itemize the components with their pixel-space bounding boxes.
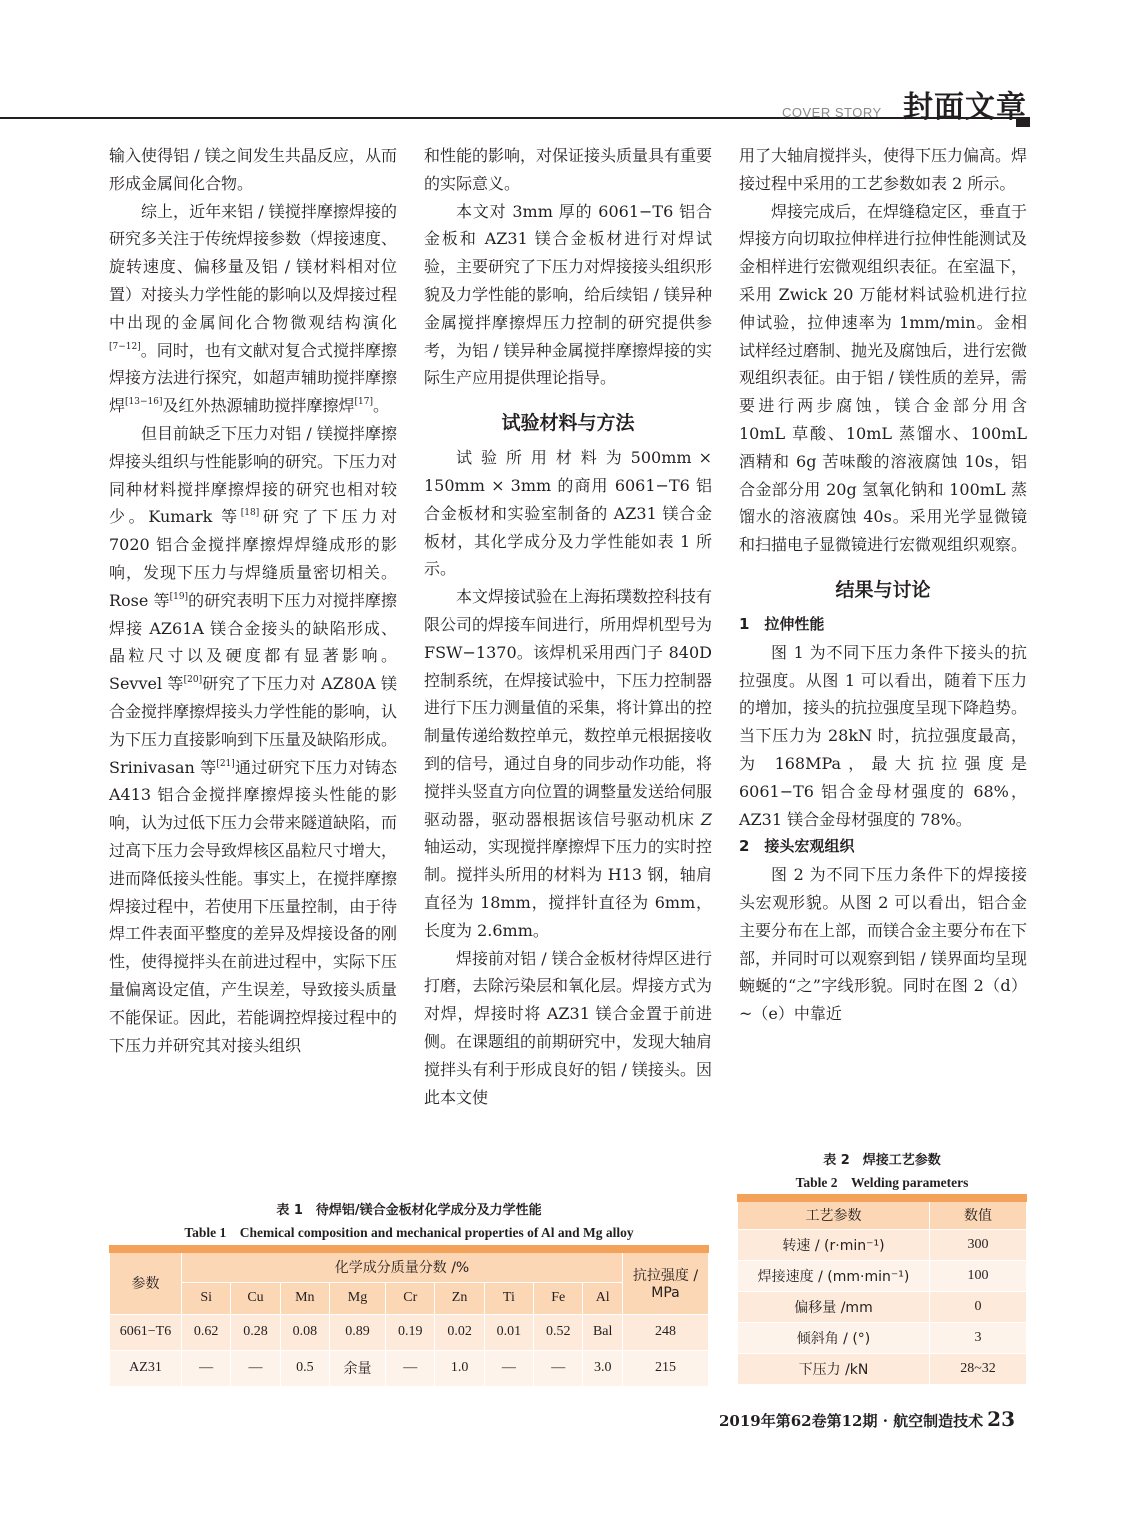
paragraph: 和性能的影响，对保证接头质量具有重要的实际意义。 <box>424 146 713 193</box>
journal-info: 2019年第62卷第12期 · 航空制造技术 <box>719 1412 984 1430</box>
value-cell: 300 <box>930 1229 1027 1260</box>
table-header-row <box>110 1282 709 1314</box>
table1 <box>109 1245 709 1387</box>
citation: [13−16] <box>125 397 163 408</box>
paragraph: 本文对 3mm 厚的 6061−T6 铝合金板和 AZ31 镁合金板材进行对焊试验，主要研究了下压力对焊接接头组织形貌及力学性能的影响，给后续铝 / 镁异种金属搅拌摩擦焊压力控制的研究提供参考，为铝 / 镁异种金属搅拌摩擦焊接的实际生产应用提供理论指导。 <box>424 201 713 388</box>
table-cell: — <box>534 1350 583 1386</box>
citation: [21] <box>216 758 235 769</box>
table2 <box>737 1194 1027 1385</box>
table-row <box>738 1353 1027 1384</box>
param-cell: 焊接速度 / (mm·min⁻¹) <box>738 1260 930 1291</box>
table2-caption <box>737 1150 1027 1194</box>
table-cell: Bal <box>583 1314 623 1350</box>
param-cell: 转速 / (r·min⁻¹) <box>738 1229 930 1260</box>
page-number: 23 <box>987 1407 1016 1431</box>
citation: [20] <box>183 675 203 686</box>
paragraph <box>109 198 397 420</box>
citation: [17] <box>354 397 373 408</box>
section-heading: 结果与讨论 <box>835 578 931 601</box>
text-span: 及红外热源辅助搅拌摩擦焊 <box>162 396 355 416</box>
section-label-cn: 封面文章 <box>903 90 1027 125</box>
text-span: 。同时，也有文献对复合式搅拌摩擦焊接方法进行探究，如超声辅助搅拌摩擦焊 <box>109 340 398 416</box>
text-column-2 <box>424 142 712 1111</box>
text-column-3 <box>739 142 1027 1028</box>
table-header-row <box>738 1198 1027 1229</box>
table-cell: 0.89 <box>329 1314 385 1350</box>
header-cell: 抗拉强度 / MPa <box>623 1249 709 1314</box>
paragraph <box>424 583 712 944</box>
table2-caption-cn: 表 2 焊接工艺参数 <box>823 1153 941 1168</box>
element-header-cell: Mg <box>329 1282 385 1314</box>
table-cell: 215 <box>623 1350 709 1386</box>
table1-caption-cn: 表 1 待焊铝/镁合金板材化学成分及力学性能 <box>276 1203 542 1218</box>
value-cell: 3 <box>930 1322 1027 1353</box>
table-cell: 1.0 <box>435 1350 484 1386</box>
table-cell: 0.19 <box>386 1314 435 1350</box>
text-span: 研究了下压力对 7020 铝合金搅拌摩擦焊焊缝成形的影响，发现下压力与焊缝质量密切相关。Rose 等 <box>109 507 397 610</box>
table-cell: 余量 <box>329 1350 385 1386</box>
citation: [7−12] <box>109 341 141 352</box>
table-row <box>738 1322 1027 1353</box>
table-cell: — <box>182 1350 231 1386</box>
subsection-heading: 1 拉伸性能 <box>739 614 825 633</box>
element-header-cell: Al <box>583 1282 623 1314</box>
paragraph: 图 1 为不同下压力条件下接头的抗拉强度。从图 1 可以看出，随着下压力的增加，接头的抗拉强度呈现下降趋势。当下压力为 28kN 时，抗拉强度最高，为 168MPa，最大抗拉强度是 6061−T6 铝合金母材强度的 68%，AZ31 镁合金母材强度的 78%。 <box>739 642 1028 829</box>
table-cell: — <box>231 1350 280 1386</box>
table-row <box>738 1260 1027 1291</box>
paragraph: 用了大轴肩搅拌头，使得下压力偏高。焊接过程中采用的工艺参数如表 2 所示。 <box>739 146 1028 193</box>
text-span: 的研究表明下压力对搅拌摩擦焊接 AZ61A 镁合金接头的缺陷形成、晶粒尺寸以及硬度都有显著影响。Sevvel 等 <box>109 590 397 694</box>
table-cell: AZ31 <box>110 1350 182 1386</box>
page-footer <box>719 1407 1015 1431</box>
element-header-cell: Cu <box>231 1282 280 1314</box>
table1-caption-en: Table 1 Chemical composition and mechanical properties of Al and Mg alloy <box>184 1225 634 1240</box>
table-cell: 0.52 <box>534 1314 583 1350</box>
section-label-en: COVER STORY <box>782 105 882 120</box>
text-span: 通过研究下压力对铸态 A413 铝合金搅拌摩擦焊接头性能的影响，认为过低下压力会带来隧道缺陷，而过高下压力会导致焊核区晶粒尺寸增大，进而降低接头性能。事实上，在搅拌摩擦焊接过程中，若使用下压量控制，由于待焊工件表面平整度的差异及焊接设备的刚性，使得搅拌头在前进过程中，实际下压量偏离设定值，产生误差，导致接头质量不能保证。因此，若能调控焊接过程中的下压力并研究其对接头组织 <box>109 757 398 1055</box>
paragraph: 焊接前对铝 / 镁合金板材待焊区进行打磨，去除污染层和氧化层。焊接方式为对焊，焊接时将 AZ31 镁合金置于前进侧。在课题组的前期研究中，发现大轴肩搅拌头有利于形成良好的铝 / 镁接头。因此本文使 <box>424 948 713 1107</box>
table-cell: 0.28 <box>231 1314 280 1350</box>
paragraph: 试 验 所 用 材 料 为 500mm × 150mm × 3mm 的商用 6061−T6 铝合金板材和实验室制备的 AZ31 镁合金板材，其化学成分及力学性能如表 1 所示。 <box>424 448 712 579</box>
element-header-cell: Si <box>182 1282 231 1314</box>
element-header-cell: Fe <box>534 1282 583 1314</box>
table-cell: 0.5 <box>280 1350 329 1386</box>
table-row <box>110 1314 709 1350</box>
citation: [18] <box>240 508 260 519</box>
header-cell: 工艺参数 <box>738 1198 930 1229</box>
axis-symbol: Z <box>700 809 712 829</box>
table-row <box>738 1291 1027 1322</box>
value-cell: 28~32 <box>930 1353 1027 1384</box>
table-row <box>110 1350 709 1386</box>
text-span: 研究了下压力对 AZ80A 镁合金搅拌摩擦焊接头力学性能的影响，认为下压力直接影响到下压量及缺陷形成。Srinivasan 等 <box>109 674 398 777</box>
table-row <box>738 1229 1027 1260</box>
subsection-heading: 2 接头宏观组织 <box>739 837 855 856</box>
table-cell: 248 <box>623 1314 709 1350</box>
text-span: 本文焊接试验在上海拓璞数控科技有限公司的焊接车间进行，所用焊机型号为 FSW−1370。该焊机采用西门子 840D 控制系统，在焊接试验中，下压力控制器进行下压力测量值的采集，将计算出的控制量传递给数控单元，数控单元根据接收到的信号，通过自身的同步动作功能，将搅拌头竖直方向位置的调整量发送给伺服驱动器，驱动器根据该信号驱动机床 <box>424 587 713 829</box>
text-span: 。 <box>372 396 389 416</box>
table-cell: — <box>386 1350 435 1386</box>
table-cell: 6061−T6 <box>110 1314 182 1350</box>
text-column-1 <box>109 142 397 1059</box>
section-heading: 试验材料与方法 <box>501 412 635 435</box>
element-header-cell: Zn <box>435 1282 484 1314</box>
paragraph <box>109 420 397 1059</box>
param-cell: 下压力 /kN <box>738 1353 930 1384</box>
element-header-cell: Ti <box>484 1282 533 1314</box>
value-cell: 100 <box>930 1260 1027 1291</box>
table-cell: 0.62 <box>182 1314 231 1350</box>
table1-caption <box>109 1200 709 1244</box>
header-cell: 参数 <box>110 1249 182 1314</box>
paragraph: 焊接完成后，在焊缝稳定区，垂直于焊接方向切取拉伸样进行拉伸性能测试及金相样进行宏微观组织表征。在室温下，采用 Zwick 20 万能材料试验机进行拉伸试验，拉伸速率为 1mm/min。金相试样经过磨制、抛光及腐蚀后，进行宏微观组织表征。由于铝 / 镁性质的差异，需要进行两步腐蚀，镁合金部分用含 10mL 草酸、10mL 蒸馏水、100mL 酒精和 6g 苦味酸的溶液腐蚀 10s，铝合金部分用 20g 氢氧化钠和 100mL 蒸馏水的溶液腐蚀 40s。采用光学显微镜和扫描电子显微镜进行宏微观组织观察。 <box>739 201 1028 555</box>
table2-caption-en: Table 2 Welding parameters <box>795 1175 969 1190</box>
paragraph: 输入使得铝 / 镁之间发生共晶反应，从而形成金属间化合物。 <box>109 146 397 193</box>
element-header-cell: Mn <box>280 1282 329 1314</box>
text-span: 综上，近年来铝 / 镁搅拌摩擦焊接的研究多关注于传统焊接参数（焊接速度、旋转速度、偏移量及铝 / 镁材料相对位置）对接头力学性能的影响以及焊接过程中出现的金属间化合物微观结构演化 <box>109 201 398 332</box>
table-cell: — <box>484 1350 533 1386</box>
param-cell: 倾斜角 / (°) <box>738 1322 930 1353</box>
value-cell: 0 <box>930 1291 1027 1322</box>
text-span: 轴运动，实现搅拌摩擦焊下压力的实时控制。搅拌头所用的材料为 H13 钢，轴肩直径为 18mm，搅拌针直径为 6mm，长度为 2.6mm。 <box>424 837 713 940</box>
param-cell: 偏移量 /mm <box>738 1291 930 1322</box>
table-header-row <box>110 1249 709 1282</box>
header-cell: 数值 <box>930 1198 1027 1229</box>
table-cell: 0.08 <box>280 1314 329 1350</box>
citation: [19] <box>169 591 189 602</box>
text-span: 但目前缺乏下压力对铝 / 镁搅拌摩擦焊接头组织与性能影响的研究。下压力对同种材料搅拌摩擦焊接的研究也相对较少。Kumark 等 <box>109 423 398 527</box>
table-cell: 0.01 <box>484 1314 533 1350</box>
header-cell: 化学成分质量分数 /% <box>182 1249 623 1282</box>
paragraph: 图 2 为不同下压力条件下的焊接接头宏观形貌。从图 2 可以看出，铝合金主要分布在上部，而镁合金主要分布在下部，并同时可以观察到铝 / 镁界面均呈现蜿蜒的“之”字线形貌。同时在图 2（d）~（e）中靠近 <box>739 865 1028 1024</box>
table-cell: 0.02 <box>435 1314 484 1350</box>
element-header-cell: Cr <box>386 1282 435 1314</box>
table-cell: 3.0 <box>583 1350 623 1386</box>
